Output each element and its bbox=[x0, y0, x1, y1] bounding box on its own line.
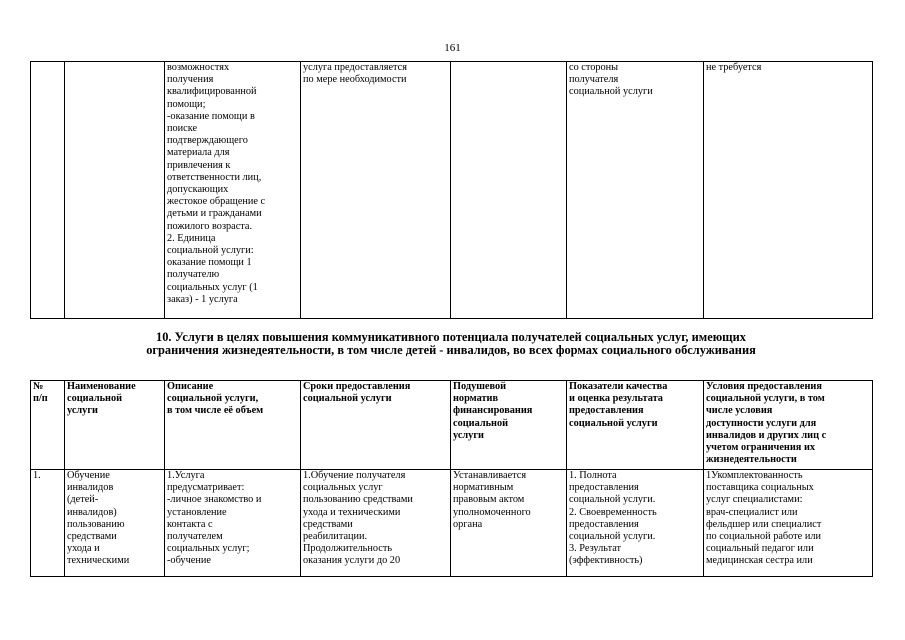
column-header: Наименование социальной услуги bbox=[65, 381, 165, 470]
page-number: 161 bbox=[444, 42, 461, 54]
table-cell: возможностях получения квалифицированной помощи; -оказание помощи в поиске подтверждающего материала для привлечения к ответственности лиц, допускающих жестокое обращение с детьми и гражданами пожилого возраста. 2. Единица социальной услуги: оказание помощи 1 получателю социальных услуг (1 заказ) - 1 услуга bbox=[165, 62, 301, 319]
section-title-line1: 10. Услуги в целях повышения коммуникативного потенциала получателей социальных услуг, имеющих bbox=[156, 330, 746, 344]
column-header: Сроки предоставления социальной услуги bbox=[301, 381, 451, 470]
continued-services-table bbox=[30, 61, 873, 319]
column-header: № п/п bbox=[31, 381, 65, 470]
table-row bbox=[31, 470, 873, 577]
column-header: Условия предоставления социальной услуги, в том числе условия доступности услуги для инвалидов и других лиц с учетом ограничения их жизнедеятельности bbox=[704, 381, 873, 470]
table-cell: со стороны получателя социальной услуги bbox=[567, 62, 704, 319]
table-cell bbox=[65, 62, 165, 319]
column-header: Описание социальной услуги, в том числе её объем bbox=[165, 381, 301, 470]
column-header: Подушевой норматив финансирования социальной услуги bbox=[451, 381, 567, 470]
table-cell: 1. bbox=[31, 470, 65, 577]
table-row bbox=[31, 62, 873, 319]
table-cell: услуга предоставляется по мере необходимости bbox=[301, 62, 451, 319]
table-cell: Обучение инвалидов (детей- инвалидов) пользованию средствами ухода и техническими bbox=[65, 470, 165, 577]
table-cell: 1.Услуга предусматривает: -личное знакомство и установление контакта с получателем социальных услуг; -обучение bbox=[165, 470, 301, 577]
table-cell: 1.Обучение получателя социальных услуг пользованию средствами ухода и техническими средствами реабилитации. Продолжительность оказания услуги до 20 bbox=[301, 470, 451, 577]
table-cell: 1Укомплектованность поставщика социальных услуг специалистами: врач-специалист или фельдшер или специалист по социальной работе или социальный педагог или медицинская сестра или bbox=[704, 470, 873, 577]
section-title bbox=[30, 331, 872, 357]
table-cell: не требуется bbox=[704, 62, 873, 319]
table-cell bbox=[31, 62, 65, 319]
table-cell bbox=[451, 62, 567, 319]
section-title-line2: ограничения жизнедеятельности, в том числе детей - инвалидов, во всех формах социального обслуживания bbox=[146, 343, 756, 357]
table-cell: 1. Полнота предоставления социальной услуги. 2. Своевременность предоставления социальной услуги. 3. Результат (эффективность) bbox=[567, 470, 704, 577]
communication-services-table bbox=[30, 380, 873, 577]
column-header: Показатели качества и оценка результата предоставления социальной услуги bbox=[567, 381, 704, 470]
table-cell: Устанавливается нормативным правовым актом уполномоченного органа bbox=[451, 470, 567, 577]
table-header-row bbox=[31, 381, 873, 470]
